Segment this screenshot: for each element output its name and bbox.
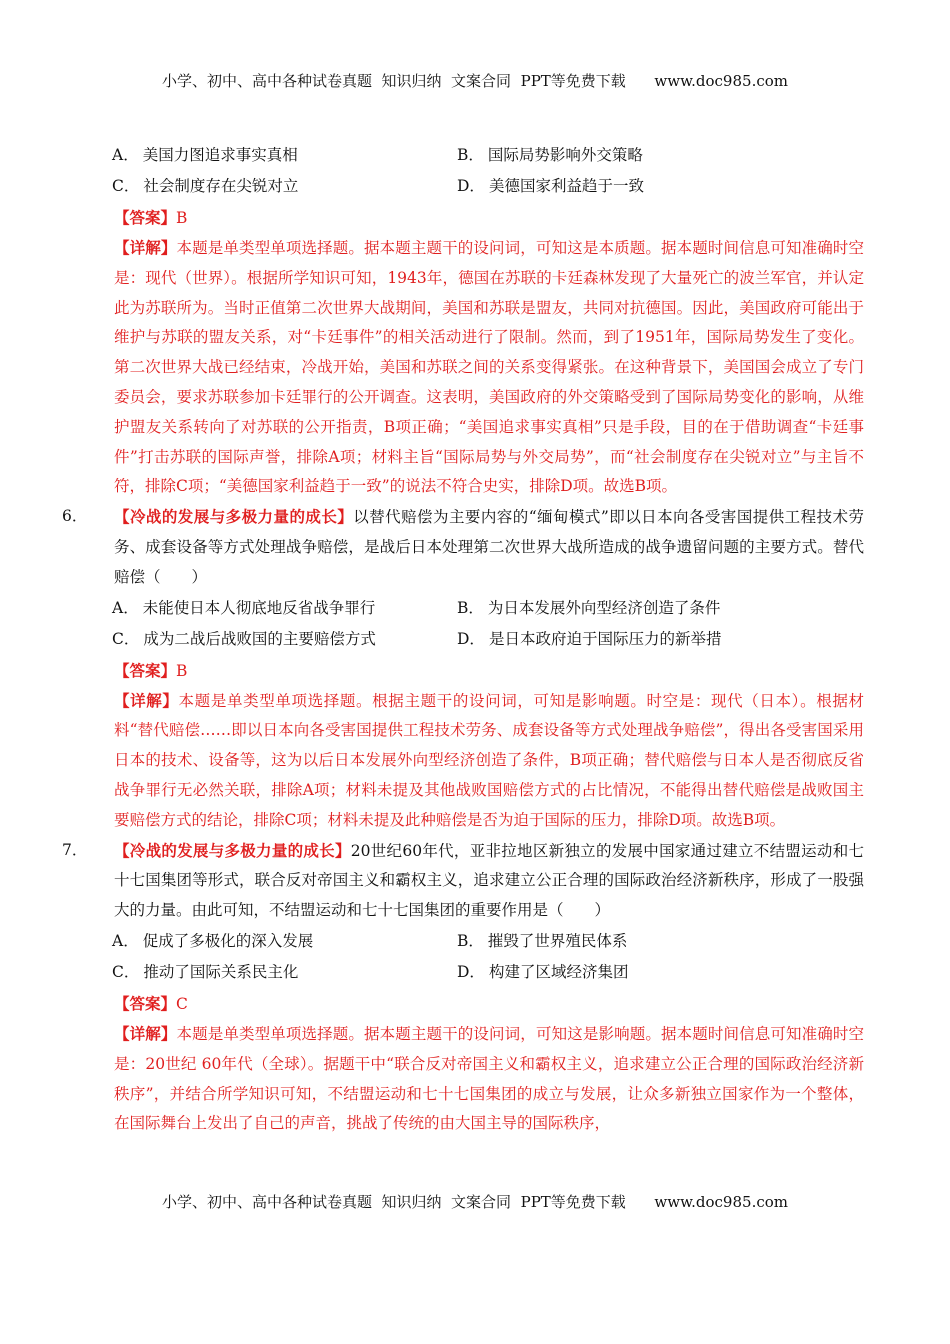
page-content [62,140,864,1139]
option-a[interactable]: A． 美国力图追求事实真相 [112,146,298,164]
question-7-answer: 【答案】C [114,993,188,1013]
question-number: 6． [62,507,88,526]
question-stem: 【冷战的发展与多极力量的成长】20世纪60年代，亚非拉地区新独立的发展中国家通过建立不结盟运动和七十七国集团等形式，联合反对帝国主义和霸权主义，追求建立公正合理的国际政治经济新秩序，形成了一股强大的力量。由此可知，不结盟运动和七十七国集团的重要作用是（ ） [114,840,864,920]
option-c[interactable]: C． 成为二战后战败国的主要赔偿方式 [112,629,376,648]
option-a[interactable]: A． 促成了多极化的深入发展 [112,931,314,950]
question-number: 7． [62,840,88,859]
option-c[interactable]: C． 社会制度存在尖锐对立 [112,177,299,195]
option-row [112,926,864,957]
option-b[interactable]: B． 国际局势影响外交策略 [457,146,643,164]
option-d[interactable]: D． 是日本政府迫于国际压力的新举措 [457,629,722,648]
question-5-options [112,140,864,202]
topic-tag: 【冷战的发展与多极力量的成长】 [114,840,351,860]
question-7 [62,836,864,1140]
option-row [112,957,864,988]
option-row [112,593,864,624]
question-7-explanation: 【详解】本题是单类型单项选择题。据本题主题干的设问词，可知这是影响题。据本题时间信息可知准确时空是：20世纪 60年代（全球）。据题干中“联合反对帝国主义和霸权主义，追求建立公正合理的国际政治经济新秩序”，并结合所学知识可知，不结盟运动和七十七国集团的成立与发展，让众多新独立国家作为一个整体，在国际舞台上发出了自己的声音，挑战了传统的由大国主导的国际秩序， [114,1023,864,1133]
question-5-answer: 【答案】B [114,208,188,227]
option-row [112,140,864,171]
question-stem: 【冷战的发展与多极力量的成长】以替代赔偿为主要内容的“缅甸模式”即以日本向各受害国提供工程技术劳务、成套设备等方式处理战争赔偿，是战后日本处理第二次世界大战所造成的战争遗留问题的主要方式。替代赔偿（ ） [114,507,864,586]
option-d[interactable]: D． 美德国家利益趋于一致 [457,177,644,195]
question-6-explanation: 【详解】本题是单类型单项选择题。根据主题干的设问词，可知是影响题。时空是：现代（日本）。根据材料“替代赔偿……即以日本向各受害国提供工程技术劳务、成套设备等方式处理战争赔偿”，得出各受害国采用日本的技术、设备等，这为以后日本发展外向型经济创造了条件，B项正确；替代赔偿与日本人是否彻底反省战争罪行无必然关联，排除A项；材料未提及其他战败国赔偿方式的占比情况，不能得出替代赔偿是战败国主要赔偿方式的结论，排除C项；材料未提及此种赔偿是否为迫于国际的压力，排除D项。故选B项。 [114,690,864,829]
topic-tag: 【冷战的发展与多极力量的成长】 [114,507,354,527]
option-b[interactable]: B． 摧毁了世界殖民体系 [457,931,628,950]
question-6-answer: 【答案】B [114,660,188,680]
option-a[interactable]: A． 未能使日本人彻底地反省战争罪行 [112,598,376,617]
page-footer: 小学、初中、高中各种试卷真题 知识归纳 文案合同 PPT等免费下载 www.doc985.com [161,1193,788,1211]
option-d[interactable]: D． 构建了区域经济集团 [457,962,629,981]
question-6 [62,502,864,835]
page-header: 小学、初中、高中各种试卷真题 知识归纳 文案合同 PPT等免费下载 www.doc985.com [161,72,788,90]
option-row [112,624,864,655]
option-row [112,171,864,202]
question-5-explanation: 【详解】本题是单类型单项选择题。据本题主题干的设问词，可知这是本质题。据本题时间信息可知准确时空是：现代（世界）。根据所学知识可知，1943年，德国在苏联的卡廷森林发现了大量死亡的波兰军官，并认定此为苏联所为。当时正值第二次世界大战期间，美国和苏联是盟友，共同对抗德国。因此，美国政府可能出于维护与苏联的盟友关系，对“卡廷事件”的相关活动进行了限制。然而，到了1951年，国际局势发生了变化。第二次世界大战已经结束，冷战开始，美国和苏联之间的关系变得紧张。在这种背景下，美国国会成立了专门委员会，要求苏联参加卡廷罪行的公开调查。这表明，美国政府的外交策略受到了国际局势变化的影响，从维护盟友关系转向了对苏联的公开指责，B项正确；“美国追求事实真相”只是手段，目的在于借助调查“卡廷事件”打击苏联的国际声誉，排除A项；材料主旨“国际局势与外交局势”，而“社会制度存在尖锐对立”与主旨不符，排除C项；“美德国家利益趋于一致”的说法不符合史实，排除D项。故选B项。 [114,238,864,496]
option-c[interactable]: C． 推动了国际关系民主化 [112,962,299,981]
option-b[interactable]: B． 为日本发展外向型经济创造了条件 [457,598,721,617]
